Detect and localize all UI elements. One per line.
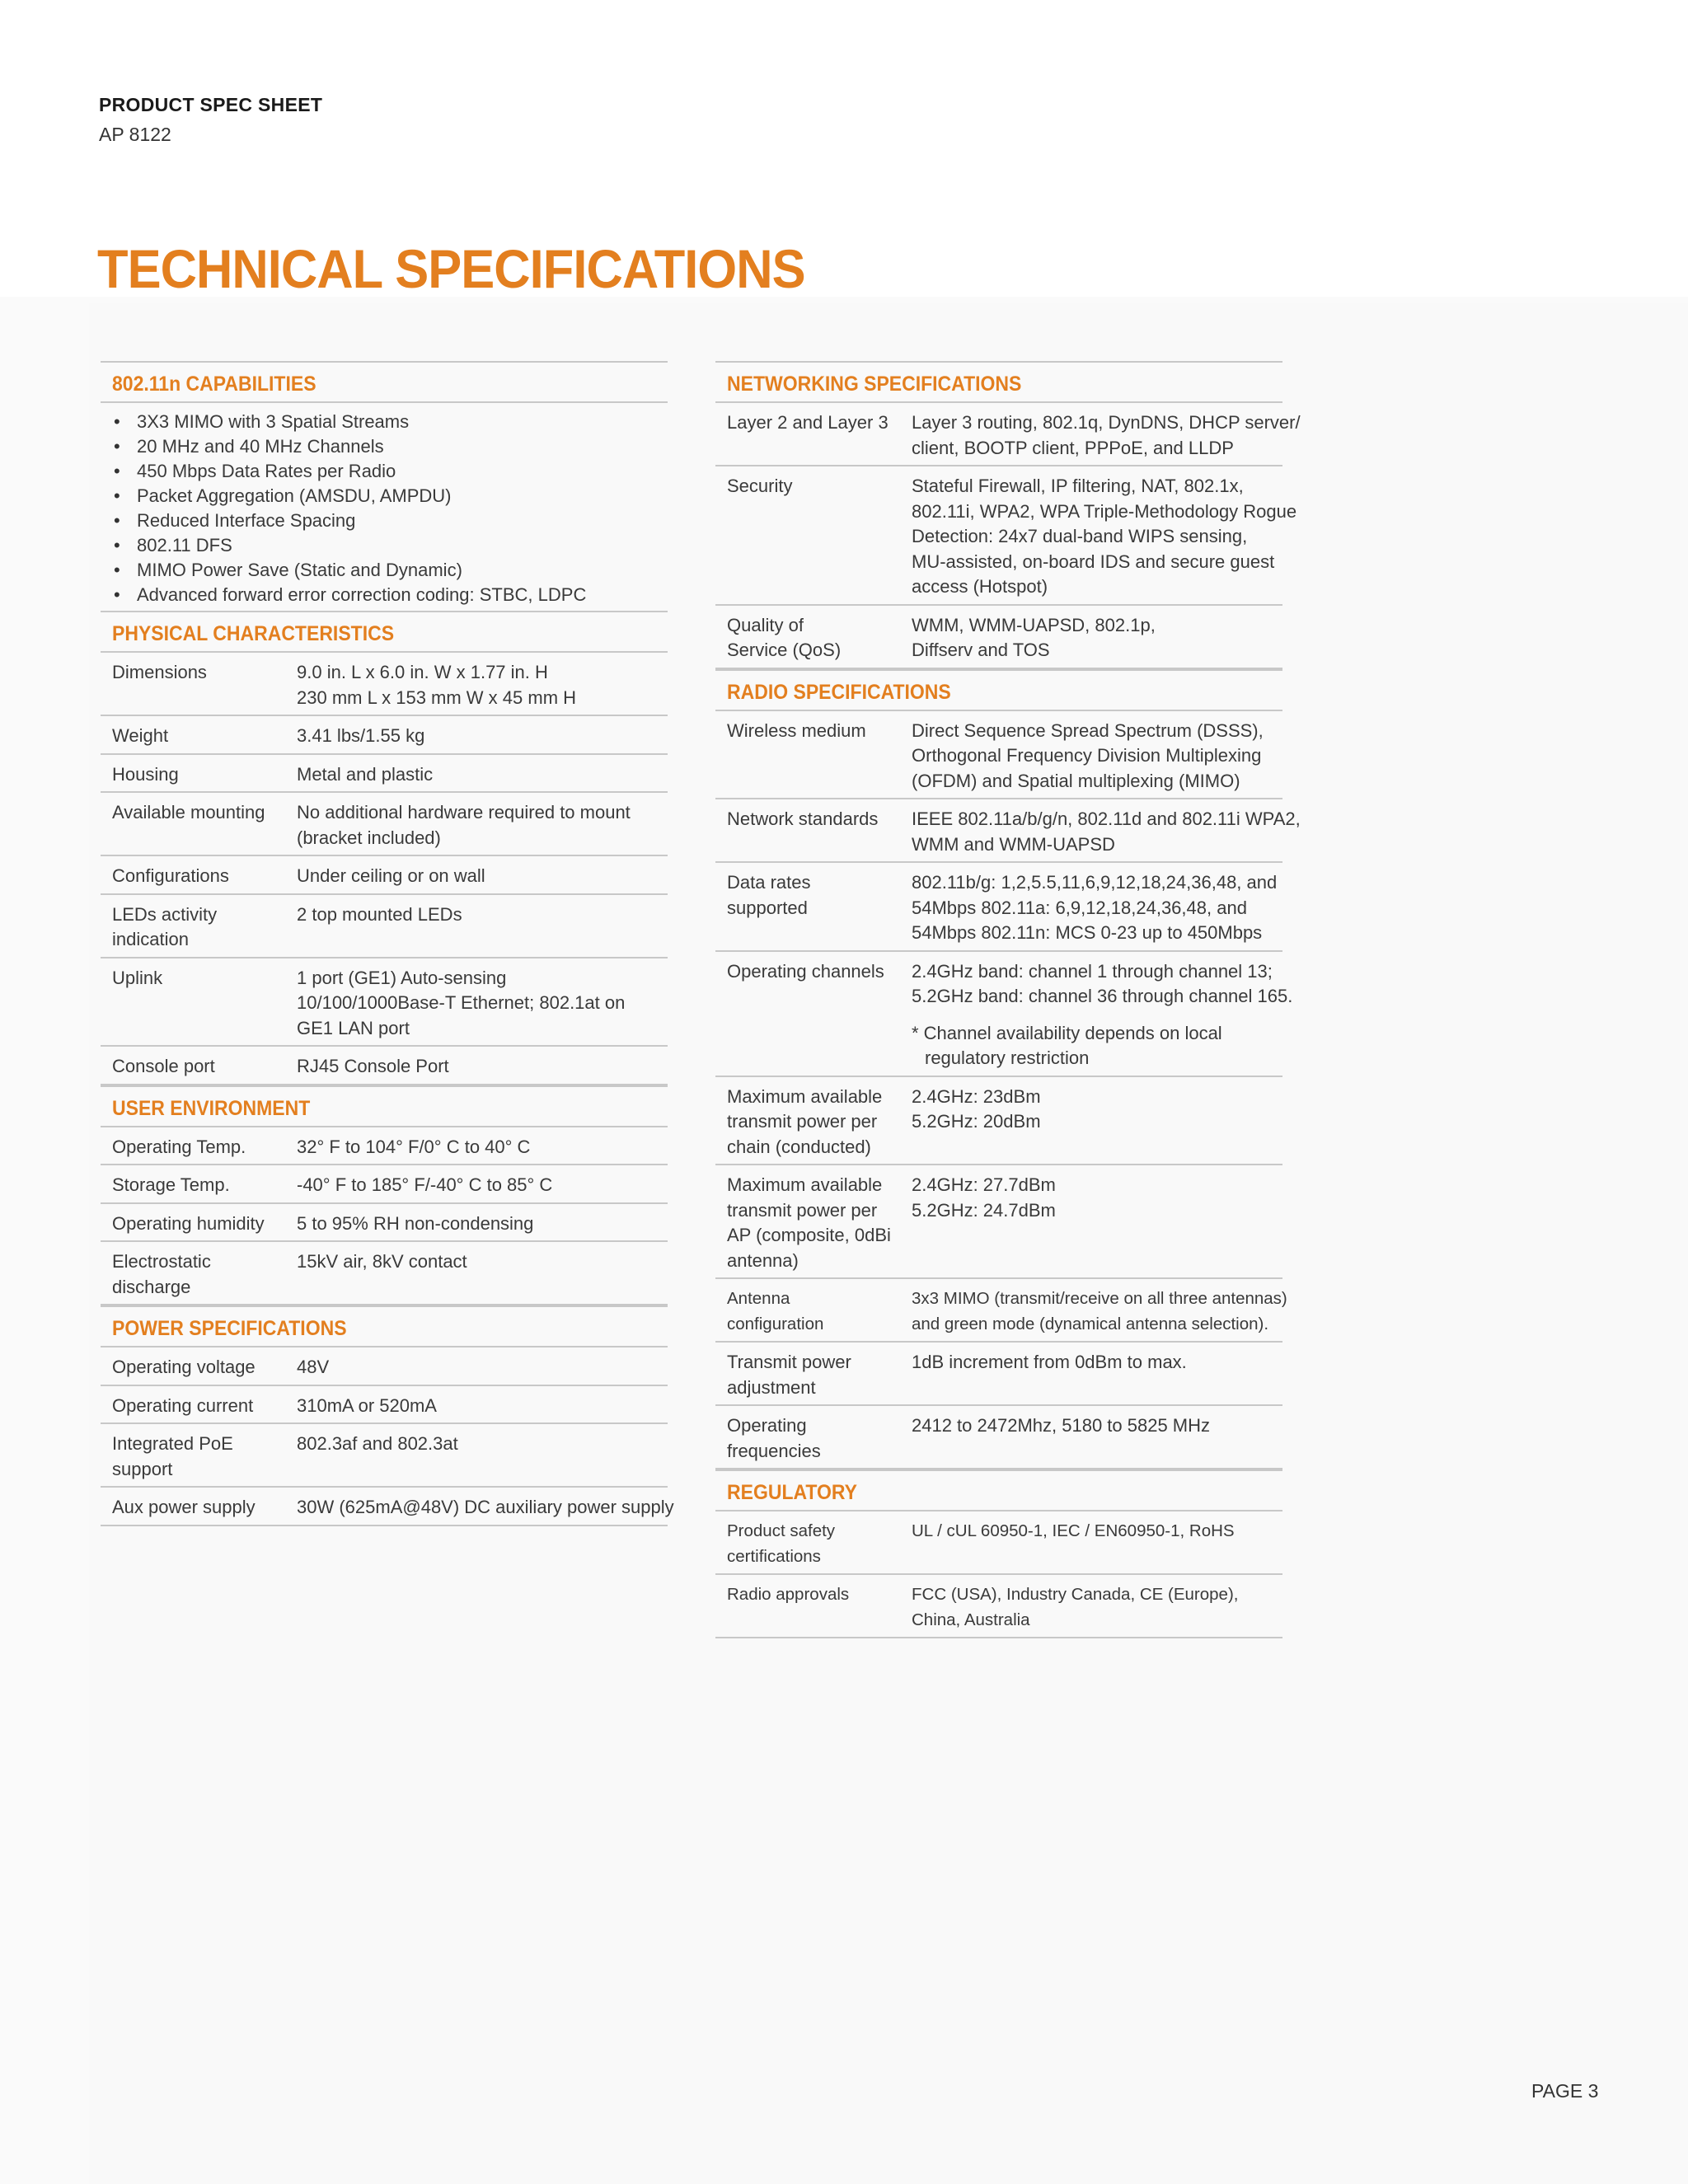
spec-value-line: 230 mm L x 153 mm W x 45 mm H [297,687,577,708]
spec-label-line: Storage Temp. [112,1174,230,1195]
spec-value [297,724,656,749]
spec-label-line: Product safety [727,1521,836,1540]
capability-item: • 3X3 MIMO with 3 Spatial Streams [112,410,656,434]
spec-label-line: Operating channels [727,960,884,982]
spec-label-line: antenna) [727,1249,799,1271]
spec-label [727,870,912,946]
spec-label [112,660,297,710]
spec-label-line: Configurations [112,865,229,886]
spec-row [101,793,668,856]
spec-label-line: transmit power per [727,1199,878,1221]
spec-label [112,724,297,749]
spec-row [715,1165,1282,1279]
spec-label [112,1355,297,1380]
capability-item: • 802.11 DFS [112,533,656,558]
spec-label-line: Operating current [112,1394,254,1416]
section-heading: RADIO SPECIFICATIONS [715,669,1282,711]
spec-row [101,895,668,958]
spec-value [912,870,1277,946]
spec-label-line: Transmit power [727,1352,851,1372]
spec-label-line: Maximum available [727,1085,883,1107]
spec-row [101,1204,668,1243]
spec-row [715,863,1282,952]
spec-value [297,1355,656,1380]
page-title: TECHNICAL SPECIFICATIONS [97,238,805,299]
spec-label [112,902,297,953]
spec-value-line: Detection: 24x7 dual-band WIPS sensing, [912,526,1248,546]
spec-value-line: Direct Sequence Spread Spectrum (DSSS), [912,719,1264,741]
spec-value-line: 9.0 in. L x 6.0 in. W x 1.77 in. H [297,662,548,682]
spec-value [297,1432,656,1482]
spec-value-line: Metal and plastic [297,763,434,785]
capability-item: • Packet Aggregation (AMSDU, AMPDU) [112,484,656,509]
spec-label-line: transmit power per [727,1111,878,1132]
spec-value-line: (bracket included) [297,827,441,848]
spec-label-line: Data rates [727,872,811,893]
spec-row [101,958,668,1047]
spec-value [297,966,656,1042]
spec-row [715,1406,1282,1469]
spec-row [101,856,668,895]
right-column [715,361,1301,1638]
spec-label-line: chain (conducted) [727,1136,871,1157]
spec-label [727,807,912,857]
spec-label-line: Uplink [112,967,163,988]
spec-value-line: 3x3 MIMO (transmit/receive on all three antennas) [912,1289,1287,1308]
spec-value-line: 10/100/1000Base-T Ethernet; 802.1at on [297,992,626,1013]
spec-value-line: WMM, WMM-UAPSD, 802.1p, [912,614,1156,635]
spec-row [715,1511,1282,1575]
spec-value-line: Stateful Firewall, IP filtering, NAT, 802.1x, [912,476,1244,496]
spec-row [101,1127,668,1166]
spec-note [912,1021,1292,1071]
spec-label-line: discharge [112,1276,191,1297]
spec-value-line: 48V [297,1357,330,1377]
spec-value-line: 2 top mounted LEDs [297,903,462,925]
spec-value-line: Diffserv and TOS [912,640,1050,660]
spec-label-line: Operating Temp. [112,1136,246,1157]
section-physical [101,611,668,1085]
spec-value-line: 15kV air, 8kV contact [297,1251,467,1272]
spec-label-line: Layer 2 and Layer 3 [727,412,889,433]
section-heading: PHYSICAL CHARACTERISTICS [101,611,668,653]
spec-value-line: 1dB increment from 0dBm to max. [912,1352,1187,1372]
spec-label-line: Service (QoS) [727,640,842,660]
spec-value-line: 54Mbps 802.11n: MCS 0-23 up to 450Mbps [912,922,1263,943]
spec-label-line: support [112,1458,173,1479]
spec-label [112,1212,297,1237]
spec-label-line: adjustment [727,1376,816,1398]
spec-value [297,660,656,710]
spec-label [112,1135,297,1160]
spec-label [727,1582,912,1633]
spec-value-line: 3.41 lbs/1.55 kg [297,725,425,746]
spec-label-line: Available mounting [112,802,265,823]
spec-row [101,1165,668,1204]
spec-label-line: Dimensions [112,662,207,682]
spec-row [101,755,668,794]
spec-value [297,902,656,953]
spec-value [912,959,1292,1071]
spec-value-line: -40° F to 185° F/-40° C to 85° C [297,1174,553,1195]
section-heading: NETWORKING SPECIFICATIONS [715,361,1282,403]
capability-item: • MIMO Power Save (Static and Dynamic) [112,558,656,583]
spec-label-line: LEDs activity [112,903,218,925]
spec-note-line: * Channel availability depends on local [912,1022,1222,1043]
spec-row [715,606,1282,669]
spec-label-line: Radio approvals [727,1585,850,1604]
spec-value-line: WMM and WMM-UAPSD [912,833,1115,855]
spec-value-line: Under ceiling or on wall [297,865,485,886]
spec-label-line: Antenna [727,1289,790,1308]
spec-label [727,719,912,794]
spec-value-line: GE1 LAN port [297,1017,410,1038]
spec-label [727,410,912,461]
doc-header-subtitle: AP 8122 [99,124,171,145]
spec-label [727,1085,912,1160]
spec-label [112,966,297,1042]
spec-label-line: configuration [727,1314,824,1333]
spec-row [101,653,668,716]
spec-value-line: 802.11b/g: 1,2,5.5,11,6,9,12,18,24,36,48, and [912,872,1278,893]
spec-row [715,1343,1282,1406]
spec-value-line: UL / cUL 60950-1, IEC / EN60950-1, RoHS [912,1521,1235,1540]
spec-label-line: Integrated PoE [112,1433,233,1454]
section-regulatory [715,1469,1282,1638]
spec-value [912,1519,1271,1569]
spec-label [112,1432,297,1482]
capability-item: • 450 Mbps Data Rates per Radio [112,459,656,484]
capability-item: • Advanced forward error correction coding: STBC, LDPC [112,583,656,607]
spec-value [912,807,1301,857]
spec-label-line: Maximum available [727,1174,883,1195]
spec-row [715,1077,1282,1166]
spec-value-line: RJ45 Console Port [297,1056,449,1076]
spec-value [297,800,656,851]
section-radio [715,669,1301,1470]
spec-value [912,474,1296,600]
spec-value-line: FCC (USA), Industry Canada, CE (Europe), [912,1585,1239,1604]
spec-label-line: Network standards [727,808,879,829]
spec-label [112,1495,297,1521]
spec-label [727,474,912,600]
spec-label-line: indication [112,929,189,949]
spec-value-line: (OFDM) and Spatial multiplexing (MIMO) [912,770,1240,791]
spec-label-line: supported [727,897,808,918]
spec-value [912,1173,1271,1273]
spec-row [101,1424,668,1488]
spec-label-line: Operating humidity [112,1212,265,1234]
spec-value [297,1212,656,1237]
section-heading: POWER SPECIFICATIONS [101,1305,668,1347]
spec-label [727,613,912,663]
spec-label-line: certifications [727,1546,821,1566]
spec-value [912,613,1271,663]
spec-row [101,716,668,755]
spec-label [727,1350,912,1400]
spec-label [112,800,297,851]
spec-row [101,1488,674,1526]
spec-value [297,1135,656,1160]
section-networking [715,361,1301,669]
spec-value-line: 802.11i, WPA2, WPA Triple-Methodology Rogue [912,500,1297,522]
spec-value [912,1350,1271,1400]
spec-value-line: Orthogonal Frequency Division Multiplexing [912,745,1262,766]
spec-row [101,1047,668,1085]
spec-value [297,864,656,889]
spec-label [112,1394,297,1419]
spec-value [912,1582,1271,1633]
spec-label [112,864,297,889]
spec-value [297,1054,656,1080]
spec-label [112,1054,297,1080]
spec-row [101,1386,668,1425]
spec-value [297,762,656,788]
spec-label [112,1249,297,1300]
capability-item: • 20 MHz and 40 MHz Channels [112,434,656,459]
spec-row [101,1347,668,1386]
capabilities-list [101,403,668,611]
spec-value-line: 5.2GHz: 20dBm [912,1111,1041,1132]
spec-label-line: Aux power supply [112,1497,256,1517]
spec-label [112,1173,297,1198]
spec-label-line: Wireless medium [727,719,866,741]
spec-value [297,1495,674,1521]
spec-label-line: Operating [727,1415,807,1436]
spec-value [912,1286,1287,1337]
spec-label [727,1286,912,1337]
section-power [101,1305,674,1526]
spec-value-line: 32° F to 104° F/0° C to 40° C [297,1136,531,1157]
spec-value-line: China, Australia [912,1610,1030,1629]
spec-value-line: 1 port (GE1) Auto-sensing [297,967,507,988]
spec-value-line: No additional hardware required to mount [297,802,631,823]
spec-label-line: Quality of [727,614,804,635]
spec-value [912,1085,1271,1160]
section-heading-capabilities: 802.11n CAPABILITIES [101,361,668,403]
spec-value-line: MU-assisted, on-board IDS and secure guest [912,551,1275,572]
spec-row [101,1242,668,1305]
spec-value [912,410,1301,461]
spec-label-line: Console port [112,1056,215,1076]
doc-header-title: PRODUCT SPEC SHEET [99,94,323,115]
section-heading: REGULATORY [715,1469,1282,1511]
spec-label [727,959,912,1071]
spec-label-line: frequencies [727,1440,821,1461]
spec-value [297,1249,656,1300]
spec-label [112,762,297,788]
spec-value-line: 2.4GHz: 27.7dBm [912,1174,1056,1195]
spec-value-line: 5.2GHz: 24.7dBm [912,1199,1056,1221]
spec-label-line: AP (composite, 0dBi [727,1225,891,1245]
spec-row [715,799,1301,863]
spec-value-line: 802.3af and 802.3at [297,1433,458,1454]
spec-note-line: regulatory restriction [925,1047,1090,1068]
spec-value-line: 310mA or 520mA [297,1394,437,1416]
spec-value-line: 54Mbps 802.11a: 6,9,12,18,24,36,48, and [912,897,1247,918]
spec-value [912,1413,1271,1464]
spec-row [715,466,1297,606]
page-number: PAGE 3 [1531,2080,1599,2102]
section-user-environment [101,1085,668,1306]
left-column [101,361,674,1526]
spec-value-line: client, BOOTP client, PPPoE, and LLDP [912,437,1234,458]
spec-value-line: access (Hotspot) [912,576,1048,597]
spec-row [715,1279,1287,1343]
spec-row [715,711,1282,800]
spec-label [727,1413,912,1464]
spec-label-line: Weight [112,725,169,746]
spec-value-line: 2.4GHz band: channel 1 through channel 13; [912,960,1273,982]
spec-row [715,1575,1282,1638]
spec-label-line: Operating voltage [112,1357,256,1377]
spec-label-line: Electrostatic [112,1251,211,1272]
spec-value [912,719,1271,794]
spec-value [297,1173,656,1198]
spec-value [297,1394,656,1419]
spec-value-line: 5.2GHz band: channel 36 through channel 165. [912,986,1293,1006]
spec-value-line: 2412 to 2472Mhz, 5180 to 5825 MHz [912,1415,1211,1436]
spec-value-line: IEEE 802.11a/b/g/n, 802.11d and 802.11i WPA2, [912,808,1301,829]
spec-row [715,952,1293,1077]
spec-label-line: Security [727,476,793,496]
spec-label-line: Housing [112,763,179,785]
section-heading: USER ENVIRONMENT [101,1085,668,1127]
spec-value-line: 5 to 95% RH non-condensing [297,1212,534,1234]
spec-label [727,1519,912,1569]
spec-value-line: Layer 3 routing, 802.1q, DynDNS, DHCP server/ [912,412,1301,433]
spec-value-line: and green mode (dynamical antenna selection). [912,1314,1269,1333]
spec-row [715,403,1301,466]
spec-value-line: 2.4GHz: 23dBm [912,1085,1041,1107]
capability-item: • Reduced Interface Spacing [112,509,656,533]
spec-label [727,1173,912,1273]
spec-value-line: 30W (625mA@48V) DC auxiliary power supply [297,1497,674,1517]
